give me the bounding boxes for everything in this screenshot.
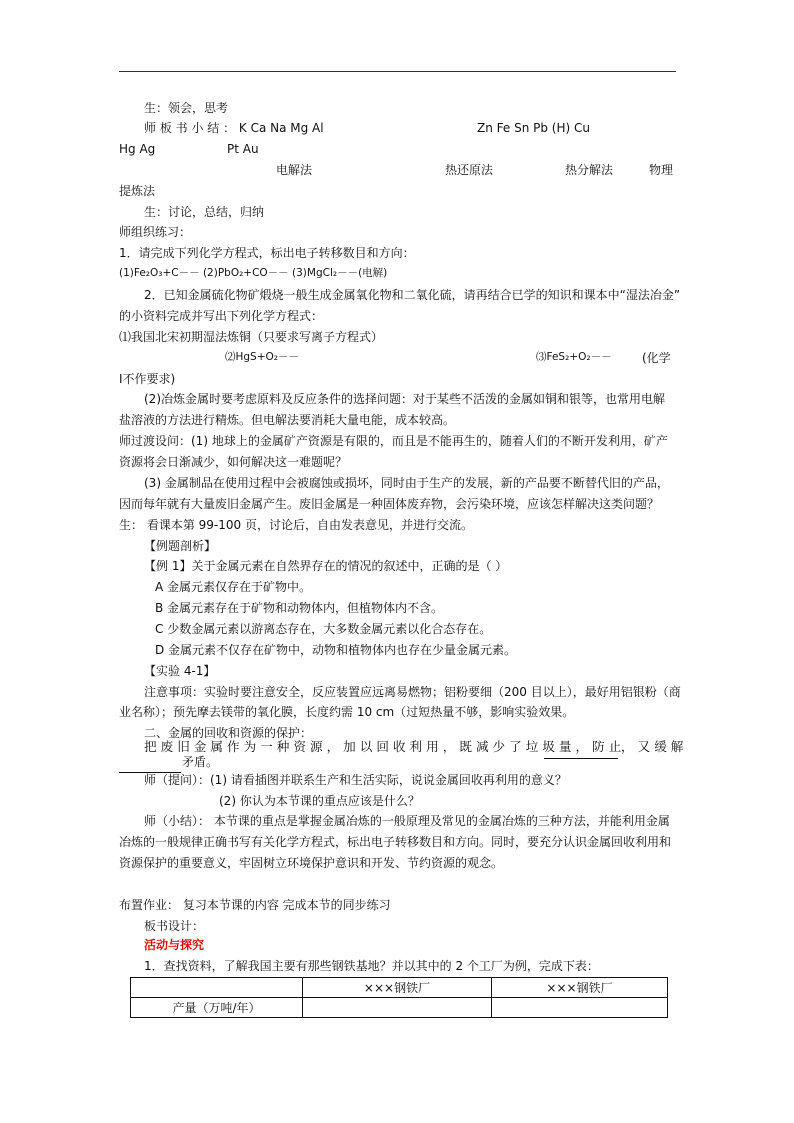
option-d: D 金属元素不仅存在矿物中，动物和植物体内也存在少量金属元素。 [155, 643, 517, 657]
option-b: B 金属元素存在于矿物和动物体内，但植物体内不含。 [155, 601, 444, 615]
equation-line: (1)Fe₂O₃+C－－ (2)PbO₂+CO－－ (3)MgCl₂－－(电解) [119, 267, 388, 279]
table-row [131, 978, 668, 998]
text-line: 师（提问）：(1) 请看插图并联系生产和生活实际，说说金属回收再利用的意义？ [144, 773, 567, 787]
text-line: 师 板 书 小 结 ： K Ca Na Mg Al [144, 121, 324, 135]
text-line: 2．已知金属硫化物矿煅烧一般生成金属氧化物和二氧化硫，请再结合已学的知识和课本中“湿法冶金” [144, 288, 681, 302]
text-line: 师（小结）： 本节课的重点是掌握金属冶炼的一般原理及常见的金属冶炼的三种方法，并能利用金属 [144, 814, 670, 828]
text-line: 资源将会日渐减少，如何解决这一难题呢？ [119, 455, 348, 469]
text-line: 因而每年就有大量废旧金属产生。废旧金属是一种固体废弃物，会污染环境，应该怎样解决这类问题？ [119, 497, 660, 511]
text-line: 的小资料完成并写出下列化学方程式： [119, 309, 324, 323]
option-a: A 金属元素仅存在于矿物中。 [155, 580, 312, 594]
text-line: 把 废 旧 金 属 作 为 一 种 资 源 ， 加 以 回 收 利 用 ， 既 减 少 了 垃 圾 量 ， 防 止 [144, 739, 622, 754]
table-cell: 产量（万吨/年） [131, 998, 303, 1018]
section-heading: 【实验 4-1】 [144, 664, 216, 678]
question-stem: 【例 1】关于金属元素在自然界存在的情况的叙述中，正确的是（ ） [144, 559, 508, 573]
text-line: 物理 [649, 163, 674, 177]
text-line: ⑴我国北宋初期湿法炼铜（只要求写离子方程式） [119, 330, 384, 344]
fill-blank [544, 744, 618, 759]
option-c: C 少数金属元素以游离态存在，大多数金属元素以化合态存在。 [155, 622, 492, 636]
table-row [131, 998, 668, 1018]
text-line: 师组织练习： [119, 225, 192, 239]
table-cell [131, 978, 303, 998]
text-line: 资源保护的重要意义，牢固树立环境保护意识和开发、节约资源的观念。 [119, 856, 504, 870]
section-heading: 【例题剖析】 [144, 539, 217, 553]
text-line: 生：讨论，总结，归纳 [144, 205, 265, 219]
text-line: 师过渡设问：(1) 地球上的金属矿产资源是有限的，而且是不能再生的，随着人们的不断开发利用，矿产 [119, 434, 668, 448]
section-heading: 二、金属的回收和资源的保护： [144, 726, 313, 740]
table-cell: ×××钢铁厂 [492, 978, 668, 998]
text-line: 1．查找资料，了解我国主要有那些钢铁基地？并以其中的 2 个工厂为例，完成下表： [144, 959, 599, 973]
equation-line: ⑶FeS₂+O₂－－ [536, 351, 612, 363]
text-line: 冶炼的一般规律正确书写有关化学方程式，标出电子转移数目和方向。同时，要充分认识金属回收利用和 [119, 835, 672, 849]
text-line: ， 又 缓 解 [621, 739, 684, 754]
text-line: 生：领会，思考 [144, 101, 229, 115]
text-line: 热还原法 [445, 163, 494, 177]
text-line: 提炼法 [119, 184, 156, 198]
text-line: (3) 金属制品在使用过程中会被腐蚀或损坏，同时由于生产的发展，新的产品要不断替代旧的产品， [144, 476, 669, 490]
header-rule [119, 71, 676, 72]
table-cell: ×××钢铁厂 [303, 978, 492, 998]
text-line: 业名称）；预先摩去镁带的氧化膜，长度约需 10 cm（过短热量不够，影响实验效果。 [119, 705, 575, 719]
text-line: 热分解法 [565, 163, 614, 177]
text-line: 布置作业： 复习本节课的内容 完成本节的同步练习 [119, 898, 391, 912]
text-line: Hg Ag [119, 142, 156, 156]
text-line: 生： 看课本第 99-100 页，讨论后，自由发表意见，并进行交流。 [119, 518, 473, 532]
text-line: 1．请完成下列化学方程式，标出电子转移数目和方向： [119, 246, 415, 260]
activity-heading: 活动与探究 [144, 938, 205, 952]
text-line: (化学 [642, 351, 671, 365]
text-line: 矛盾。 [182, 755, 219, 769]
text-line: (2)冶炼金属时要考虑原料及反应条件的选择问题：对于某些不活泼的金属如铜和银等，也常用电解 [144, 392, 666, 406]
text-line: 注意事项：实验时要注意安全，反应装置应远离易燃物；铝粉要细（200 目以上），最好用铝银粉（商 [144, 685, 681, 699]
text-line: (2) 你认为本节课的重点应该是什么？ [219, 794, 420, 808]
text-line: Pt Au [227, 142, 259, 156]
equation-line: ⑵HgS+O₂－－ [225, 351, 299, 363]
table-cell [492, 998, 668, 1018]
text-line: Zn Fe Sn Pb (H) Cu [477, 121, 590, 135]
text-line: 电解法 [276, 163, 313, 177]
text-line: Ⅰ不作要求) [119, 372, 176, 386]
text-line: 盐溶液的方法进行精炼。但电解法要消耗大量电能，成本较高。 [119, 413, 456, 427]
text-line: 板书设计： [144, 919, 205, 933]
table-cell [303, 998, 492, 1018]
steel-plant-table [130, 977, 668, 1018]
